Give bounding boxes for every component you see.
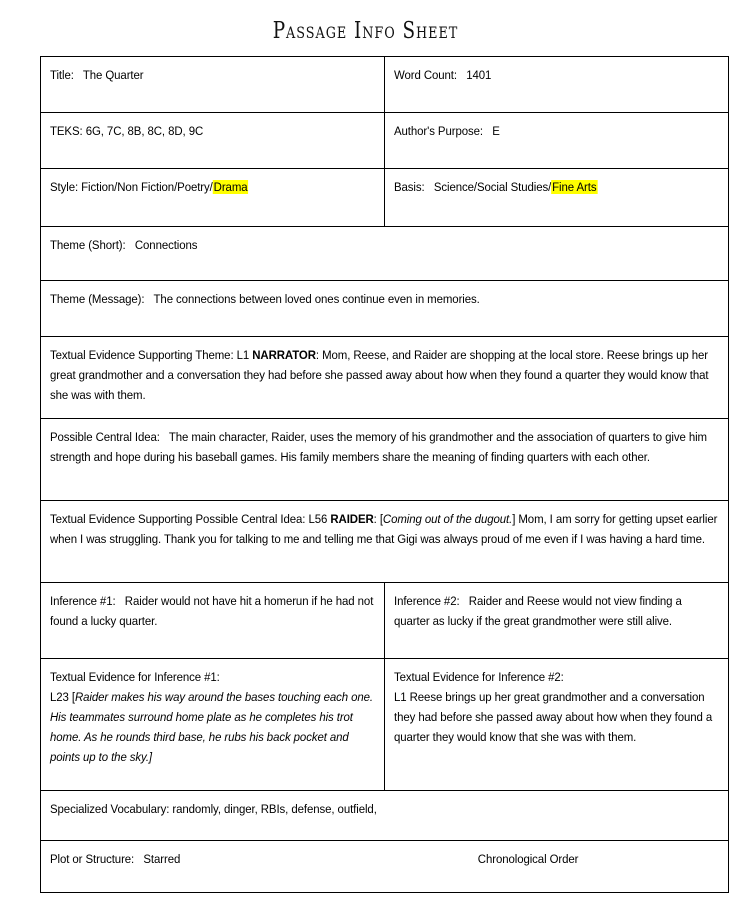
basis-selected-highlight: Fine Arts xyxy=(552,180,597,194)
theme-short-value: Connections xyxy=(134,238,198,252)
authors-purpose-cell xyxy=(385,113,729,169)
inference-2-value: Raider and Reese would not view finding a quarter as lucky if the great grandmother were still alive. xyxy=(394,594,682,628)
evidence-inference-2-text: L1 Reese brings up her great grandmother and a conversation they had before she passed away about how when they found a quarter they would know that she was with them. xyxy=(394,689,713,744)
table-row-style xyxy=(41,169,729,227)
table-row-inferences xyxy=(41,583,729,659)
evidence-central-cell xyxy=(41,501,729,583)
inference-1-cell xyxy=(41,583,385,659)
central-idea-label: Possible Central Idea: xyxy=(50,430,160,444)
table-row-teks xyxy=(41,113,729,169)
evidence-inference-1-text: Raider makes his way around the bases touching each one. His teammates surround home plate as he completes his trot home. As he rounds third base, he rubs his back pocket and points up to the sky.] xyxy=(50,689,374,764)
evidence-theme-cell xyxy=(41,337,729,419)
inference-1-value: Raider would not have hit a homerun if he had not found a lucky quarter. xyxy=(50,594,374,628)
theme-message-cell xyxy=(41,281,729,337)
evidence-central-bracket-open: : [ xyxy=(373,512,383,526)
plot-structure-cell xyxy=(41,841,729,893)
theme-message-value: The connections between loved ones continue even in memories. xyxy=(153,292,480,306)
authors-purpose-value: E xyxy=(492,124,500,138)
plot-structure-value: Starred xyxy=(143,852,181,866)
evidence-theme-text: : Mom, Reese, and Raider are shopping at the local store. Reese brings up her great grandmother and a conversation they had before she passed away about how when they found a quarter they would know that she was with them. xyxy=(50,348,709,402)
teks-value: 6G, 7C, 8B, 8C, 8D, 9C xyxy=(85,124,204,138)
theme-message-label: Theme (Message): xyxy=(50,292,145,306)
inference-2-label: Inference #2: xyxy=(394,594,460,608)
style-options: Fiction/Non Fiction/Poetry/ xyxy=(81,180,213,194)
evidence-theme-speaker: NARRATOR xyxy=(252,348,316,362)
basis-label: Basis: xyxy=(394,180,425,194)
style-selected-highlight: Drama xyxy=(213,180,248,194)
evidence-inference-2-label: Textual Evidence for Inference #2: xyxy=(394,670,564,684)
word-count-value: 1401 xyxy=(466,68,492,82)
plot-order-value: Chronological Order xyxy=(477,852,579,866)
evidence-central-line: L56 xyxy=(308,512,328,526)
inference-2-cell xyxy=(385,583,729,659)
evidence-inference-1-line: L23 [ xyxy=(50,689,75,704)
evidence-inference-2-cell xyxy=(385,659,729,791)
evidence-central-stage-direction: Coming out of the dugout. xyxy=(382,512,513,526)
basis-options: Science/Social Studies/ xyxy=(433,180,552,194)
word-count-cell xyxy=(385,57,729,113)
central-idea-value: The main character, Raider, uses the memory of his grandmother and the association of quarters to give him strength and hope during his baseball games. His family members share the meaning of finding quarters with each other. xyxy=(50,430,707,464)
plot-structure-group xyxy=(50,850,478,870)
theme-short-label: Theme (Short): xyxy=(50,238,126,252)
evidence-central-label: Textual Evidence Supporting Possible Central Idea: xyxy=(50,512,306,526)
authors-purpose-label: Author's Purpose: xyxy=(394,124,483,138)
evidence-theme-label: Textual Evidence Supporting Theme: xyxy=(50,348,234,362)
title-cell xyxy=(41,57,385,113)
table-row-theme-short xyxy=(41,227,729,281)
vocabulary-value: randomly, dinger, RBIs, defense, outfield, xyxy=(172,802,377,816)
central-idea-cell xyxy=(41,419,729,501)
style-cell xyxy=(41,169,385,227)
evidence-central-bracket-close: ] xyxy=(512,512,516,526)
title-value: The Quarter xyxy=(82,68,144,82)
vocabulary-label: Specialized Vocabulary: xyxy=(50,802,170,816)
teks-label: TEKS: xyxy=(50,124,83,138)
evidence-inference-1-label: Textual Evidence for Inference #1: xyxy=(50,670,220,684)
evidence-central-speaker: RAIDER xyxy=(330,512,374,526)
table-row-vocabulary xyxy=(41,791,729,841)
title-label: Title: xyxy=(50,68,74,82)
passage-info-table xyxy=(40,56,729,893)
evidence-theme-line: L1 xyxy=(236,348,250,362)
evidence-inference-1-cell xyxy=(41,659,385,791)
table-row-evidence-theme xyxy=(41,337,729,419)
plot-structure-label: Plot or Structure: xyxy=(50,852,135,866)
table-row-evidence-inferences xyxy=(41,659,729,791)
table-row-central-idea xyxy=(41,419,729,501)
page-title: Passage Info Sheet xyxy=(272,18,459,44)
word-count-label: Word Count: xyxy=(394,68,457,82)
evidence-central-text: Mom, I am sorry for getting upset earlier when I was struggling. Thank you for talking to me and telling me that Gigi was always proud of me even if I was having a hard time. xyxy=(50,512,718,546)
inference-1-label: Inference #1: xyxy=(50,594,116,608)
vocabulary-cell xyxy=(41,791,729,841)
table-row-title xyxy=(41,57,729,113)
teks-cell xyxy=(41,113,385,169)
style-label: Style: xyxy=(50,180,79,194)
table-row-plot-structure xyxy=(41,841,729,893)
theme-short-cell xyxy=(41,227,729,281)
table-row-theme-message xyxy=(41,281,729,337)
table-row-evidence-central xyxy=(41,501,729,583)
basis-cell xyxy=(385,169,729,227)
